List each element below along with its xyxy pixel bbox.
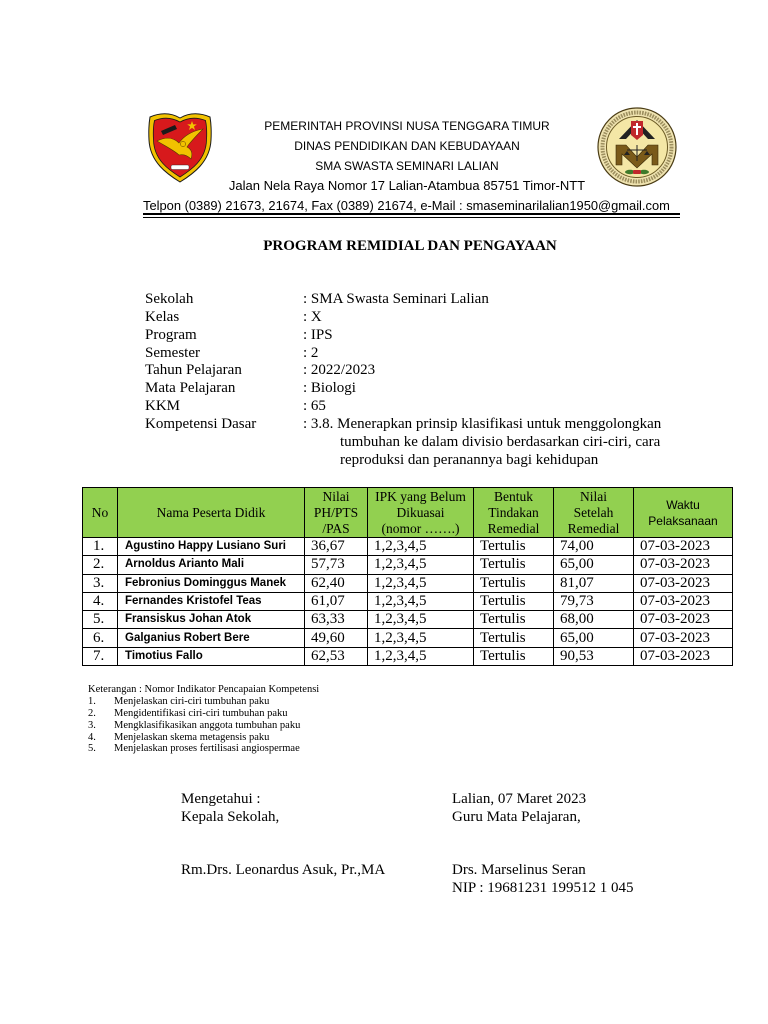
note-item: [88, 743, 388, 755]
sig-left-name: Rm.Drs. Leonardus Asuk, Pr.,MA: [181, 862, 386, 878]
cell-after: 65,00: [554, 629, 634, 647]
info-row-semester: [145, 345, 685, 363]
table-row: [83, 647, 733, 665]
table-row: [83, 538, 733, 556]
note-number: 3.: [88, 719, 96, 731]
note-number: 1.: [88, 695, 96, 707]
kop-contact: Telpon (0389) 21673, 21674, Fax (0389) 21674, e-Mail : smaseminarilalian1950@gmail.com: [143, 198, 670, 213]
info-value: : 65: [303, 398, 326, 415]
cell-name: Agustino Happy Lusiano Suri: [118, 538, 305, 556]
note-number: 5.: [88, 743, 96, 755]
info-value: : Biologi: [303, 380, 356, 397]
info-value: : 3.8. Menerapkan prinsip klasifikasi untuk menggolongkan: [303, 415, 662, 432]
cell-ipk: 1,2,3,4,5: [368, 574, 474, 592]
info-value-cont: reproduksi dan peranannya bagi kehidupan: [340, 451, 599, 468]
cell-name: Febronius Dominggus Manek: [118, 574, 305, 592]
kop-line-government: PEMERINTAH PROVINSI NUSA TENGGARA TIMUR: [264, 119, 550, 133]
cell-score: 62,40: [305, 574, 368, 592]
table-row: [83, 574, 733, 592]
info-row-mapel: [145, 380, 685, 398]
cell-name: Fransiskus Johan Atok: [118, 611, 305, 629]
school-seal-icon: [597, 107, 677, 187]
info-value-cont: tumbuhan ke dalam divisio berdasarkan ciri-ciri, cara: [340, 433, 661, 450]
cell-after: 79,73: [554, 592, 634, 610]
info-row-program: [145, 327, 685, 345]
sig-left-acknowledged: Mengetahui :: [181, 791, 261, 807]
document-title: PROGRAM REMIDIAL DAN PENGAYAAN: [263, 238, 557, 254]
header-ipk: IPK yang Belum Dikuasai (nomor …….): [368, 488, 474, 538]
note-number: 4.: [88, 731, 96, 743]
cell-time: 07-03-2023: [634, 574, 733, 592]
notes-title-text: Keterangan : Nomor Indikator Pencapaian Kompetensi: [88, 684, 320, 695]
header-score: Nilai PH/PTS /PAS: [305, 488, 368, 538]
sig-right-place-date: Lalian, 07 Maret 2023: [452, 791, 587, 807]
note-item: [88, 732, 388, 744]
cell-action: Tertulis: [474, 629, 554, 647]
info-row-kd: [145, 416, 685, 434]
cell-time: 07-03-2023: [634, 538, 733, 556]
cell-after: 74,00: [554, 538, 634, 556]
remedial-table: [82, 487, 733, 666]
cell-score: 49,60: [305, 629, 368, 647]
table-row: [83, 629, 733, 647]
cell-no: 3.: [83, 574, 118, 592]
kop-divider-thin: [143, 217, 680, 218]
cell-time: 07-03-2023: [634, 611, 733, 629]
table-row: [83, 611, 733, 629]
cell-no: 5.: [83, 611, 118, 629]
sig-left-role: Kepala Sekolah,: [181, 809, 280, 825]
table-row: [83, 556, 733, 574]
info-label: KKM: [145, 398, 181, 415]
info-row-kelas: [145, 309, 685, 327]
info-label: Mata Pelajaran: [145, 380, 236, 397]
cell-score: 62,53: [305, 647, 368, 665]
seal-cross-h: [633, 126, 641, 128]
note-text: Mengidentifikasi ciri-ciri tumbuhan paku: [114, 707, 288, 719]
header-no: No: [83, 488, 118, 538]
cell-ipk: 1,2,3,4,5: [368, 556, 474, 574]
cell-name: Arnoldus Arianto Mali: [118, 556, 305, 574]
header-time: Waktu Pelaksanaan: [634, 488, 733, 538]
info-label: Kelas: [145, 308, 180, 325]
cell-after: 68,00: [554, 611, 634, 629]
info-row-sekolah: [145, 291, 685, 309]
note-item: [88, 708, 388, 720]
cell-no: 7.: [83, 647, 118, 665]
cell-score: 57,73: [305, 556, 368, 574]
note-text: Menjelaskan ciri-ciri tumbuhan paku: [114, 695, 270, 707]
info-row-kd-cont: [145, 452, 685, 470]
cell-no: 6.: [83, 629, 118, 647]
cell-action: Tertulis: [474, 647, 554, 665]
info-value: : IPS: [303, 326, 333, 343]
cell-ipk: 1,2,3,4,5: [368, 538, 474, 556]
info-row-tahun: [145, 362, 685, 380]
sig-right-nip: NIP : 19681231 199512 1 045: [452, 880, 634, 896]
note-text: Mengklasifikasikan anggota tumbuhan paku: [114, 719, 301, 731]
note-item: [88, 696, 388, 708]
cell-after: 90,53: [554, 647, 634, 665]
cell-action: Tertulis: [474, 592, 554, 610]
cell-score: 61,07: [305, 592, 368, 610]
cell-name: Timotius Fallo: [118, 647, 305, 665]
cell-ipk: 1,2,3,4,5: [368, 611, 474, 629]
seal-cross-v: [636, 123, 638, 135]
cell-after: 65,00: [554, 556, 634, 574]
cell-action: Tertulis: [474, 574, 554, 592]
info-label: Tahun Pelajaran: [145, 362, 242, 379]
seal-base: [633, 170, 641, 174]
kop-address: Jalan Nela Raya Nomor 17 Lalian-Atambua 85751 Timor-NTT: [228, 178, 586, 193]
header-after: Nilai Setelah Remedial: [554, 488, 634, 538]
sig-right-name: Drs. Marselinus Seran: [452, 862, 586, 878]
table-header-row: [83, 488, 733, 538]
cell-no: 2.: [83, 556, 118, 574]
notes-block: [88, 684, 388, 755]
cell-no: 4.: [83, 592, 118, 610]
cell-name: Fernandes Kristofel Teas: [118, 592, 305, 610]
cell-after: 81,07: [554, 574, 634, 592]
cell-ipk: 1,2,3,4,5: [368, 629, 474, 647]
info-block: [145, 291, 685, 469]
kop-divider: [143, 213, 680, 215]
cell-action: Tertulis: [474, 611, 554, 629]
header-action: Bentuk Tindakan Remedial: [474, 488, 554, 538]
cell-name: Galganius Robert Bere: [118, 629, 305, 647]
info-value: : SMA Swasta Seminari Lalian: [303, 291, 489, 307]
sig-right-role: Guru Mata Pelajaran,: [452, 809, 581, 825]
note-number: 2.: [88, 707, 96, 719]
notes-title: [88, 684, 388, 696]
cell-time: 07-03-2023: [634, 629, 733, 647]
cell-time: 07-03-2023: [634, 592, 733, 610]
info-value: : X: [303, 308, 322, 325]
info-row-kkm: [145, 398, 685, 416]
cell-ipk: 1,2,3,4,5: [368, 592, 474, 610]
info-label: Sekolah: [145, 291, 194, 307]
info-label: Semester: [145, 344, 200, 361]
info-value: : 2022/2023: [303, 362, 376, 379]
info-row-kd-cont: [145, 434, 685, 452]
cell-no: 1.: [83, 538, 118, 556]
cell-action: Tertulis: [474, 538, 554, 556]
note-text: Menjelaskan skema metagensis paku: [114, 731, 270, 743]
cell-ipk: 1,2,3,4,5: [368, 647, 474, 665]
kop-line-school: SMA SWASTA SEMINARI LALIAN: [315, 159, 499, 173]
kop-line-department: DINAS PENDIDIKAN DAN KEBUDAYAAN: [294, 139, 520, 153]
cell-action: Tertulis: [474, 556, 554, 574]
info-label: Kompetensi Dasar: [145, 415, 257, 432]
cell-score: 36,67: [305, 538, 368, 556]
note-text: Menjelaskan proses fertilisasi angiospermae: [114, 743, 300, 755]
cell-time: 07-03-2023: [634, 556, 733, 574]
note-item: [88, 720, 388, 732]
header-name: Nama Peserta Didik: [118, 488, 305, 538]
info-value: : 2: [303, 344, 319, 361]
table-row: [83, 592, 733, 610]
cell-score: 63,33: [305, 611, 368, 629]
cell-time: 07-03-2023: [634, 647, 733, 665]
info-label: Program: [145, 326, 197, 343]
